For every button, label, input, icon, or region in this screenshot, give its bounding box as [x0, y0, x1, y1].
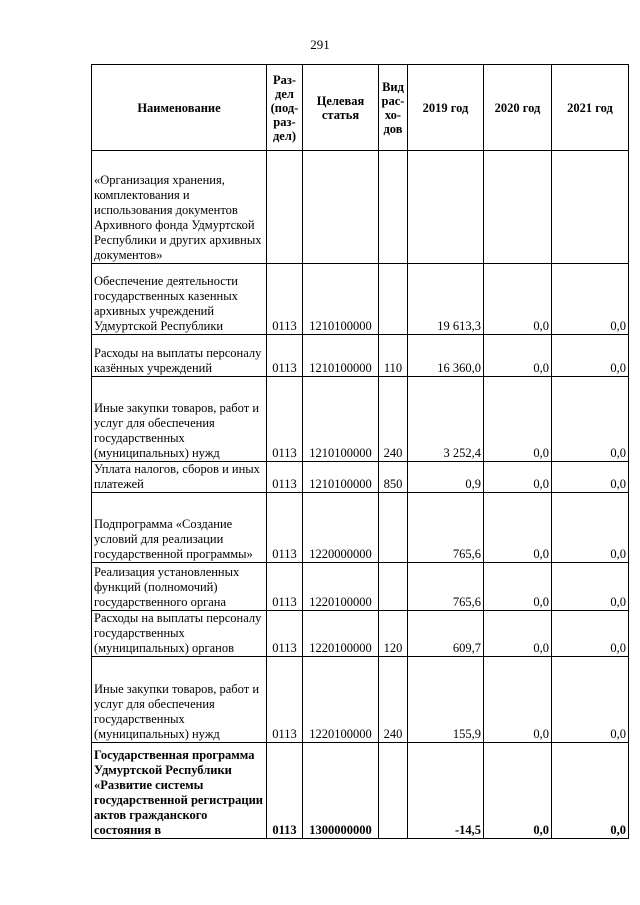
cell-target: 1220000000 [303, 493, 379, 563]
table-body [92, 151, 629, 839]
cell-2021: 0,0 [552, 264, 629, 335]
cell-2020: 0,0 [484, 493, 552, 563]
cell-type: 240 [379, 377, 408, 462]
cell-name: Подпрограмма «Создание условий для реализации государственной программы» [92, 493, 267, 563]
page-number: 291 [310, 37, 330, 52]
cell-2020: 0,0 [484, 611, 552, 657]
cell-2019 [408, 151, 484, 264]
cell-2019: 3 252,4 [408, 377, 484, 462]
header-type: Вид рас- хо- дов [379, 65, 408, 151]
table-row [92, 563, 629, 611]
cell-2021: 0,0 [552, 611, 629, 657]
cell-2021: 0,0 [552, 657, 629, 743]
table-row [92, 264, 629, 335]
header-name: Наименование [92, 65, 267, 151]
cell-2019: 765,6 [408, 563, 484, 611]
cell-type [379, 493, 408, 563]
cell-section: 0113 [267, 493, 303, 563]
budget-table [91, 64, 629, 839]
cell-2020: 0,0 [484, 335, 552, 377]
cell-target: 1210100000 [303, 377, 379, 462]
header-2019: 2019 год [408, 65, 484, 151]
cell-type: 120 [379, 611, 408, 657]
cell-2020: 0,0 [484, 563, 552, 611]
cell-section: 0113 [267, 462, 303, 493]
cell-target: 1220100000 [303, 657, 379, 743]
cell-type [379, 264, 408, 335]
cell-target: 1210100000 [303, 462, 379, 493]
cell-type [379, 743, 408, 839]
cell-target [303, 151, 379, 264]
cell-2021: 0,0 [552, 335, 629, 377]
cell-2021: 0,0 [552, 462, 629, 493]
cell-type: 110 [379, 335, 408, 377]
table-row [92, 151, 629, 264]
cell-2020: 0,0 [484, 657, 552, 743]
cell-section [267, 151, 303, 264]
table-row [92, 657, 629, 743]
cell-section: 0113 [267, 611, 303, 657]
cell-2021: 0,0 [552, 493, 629, 563]
cell-2019: -14,5 [408, 743, 484, 839]
cell-2021 [552, 151, 629, 264]
table-row [92, 493, 629, 563]
cell-2019: 19 613,3 [408, 264, 484, 335]
header-target: Целевая статья [303, 65, 379, 151]
cell-target: 1210100000 [303, 335, 379, 377]
cell-name: Иные закупки товаров, работ и услуг для обеспечения государственных (муниципальных) нужд [92, 657, 267, 743]
cell-section: 0113 [267, 377, 303, 462]
table-row [92, 462, 629, 493]
cell-2021: 0,0 [552, 563, 629, 611]
cell-2019: 609,7 [408, 611, 484, 657]
cell-2020: 0,0 [484, 377, 552, 462]
cell-2020: 0,0 [484, 743, 552, 839]
cell-name: Уплата налогов, сборов и иных платежей [92, 462, 267, 493]
table-row [92, 611, 629, 657]
cell-type: 240 [379, 657, 408, 743]
cell-target: 1210100000 [303, 264, 379, 335]
header-2020: 2020 год [484, 65, 552, 151]
cell-2020 [484, 151, 552, 264]
cell-section: 0113 [267, 743, 303, 839]
cell-type [379, 151, 408, 264]
cell-2019: 16 360,0 [408, 335, 484, 377]
cell-type [379, 563, 408, 611]
cell-target: 1220100000 [303, 563, 379, 611]
header-row [92, 65, 629, 151]
header-2021: 2021 год [552, 65, 629, 151]
cell-section: 0113 [267, 335, 303, 377]
cell-2019: 155,9 [408, 657, 484, 743]
cell-name: Реализация установленных функций (полномочий) государственного органа [92, 563, 267, 611]
cell-name: Государственная программа Удмуртской Республики «Развитие системы государственной регистрации актов гражданского состояния в [92, 743, 267, 839]
cell-2020: 0,0 [484, 264, 552, 335]
cell-section: 0113 [267, 264, 303, 335]
cell-name: Обеспечение деятельности государственных казенных архивных учреждений Удмуртской Республики [92, 264, 267, 335]
table-row [92, 743, 629, 839]
cell-name: Иные закупки товаров, работ и услуг для обеспечения государственных (муниципальных) нужд [92, 377, 267, 462]
cell-2021: 0,0 [552, 743, 629, 839]
cell-2021: 0,0 [552, 377, 629, 462]
cell-target: 1300000000 [303, 743, 379, 839]
cell-2020: 0,0 [484, 462, 552, 493]
table-row [92, 377, 629, 462]
cell-2019: 0,9 [408, 462, 484, 493]
cell-section: 0113 [267, 563, 303, 611]
cell-name: Расходы на выплаты персоналу государственных (муниципальных) органов [92, 611, 267, 657]
cell-type: 850 [379, 462, 408, 493]
cell-target: 1220100000 [303, 611, 379, 657]
header-section: Раз- дел (под- раз- дел) [267, 65, 303, 151]
cell-name: «Организация хранения, комплектования и использования документов Архивного фонда Удмуртской Республики и других архивных документов» [92, 151, 267, 264]
cell-2019: 765,6 [408, 493, 484, 563]
cell-section: 0113 [267, 657, 303, 743]
table-row [92, 335, 629, 377]
cell-name: Расходы на выплаты персоналу казённых учреждений [92, 335, 267, 377]
